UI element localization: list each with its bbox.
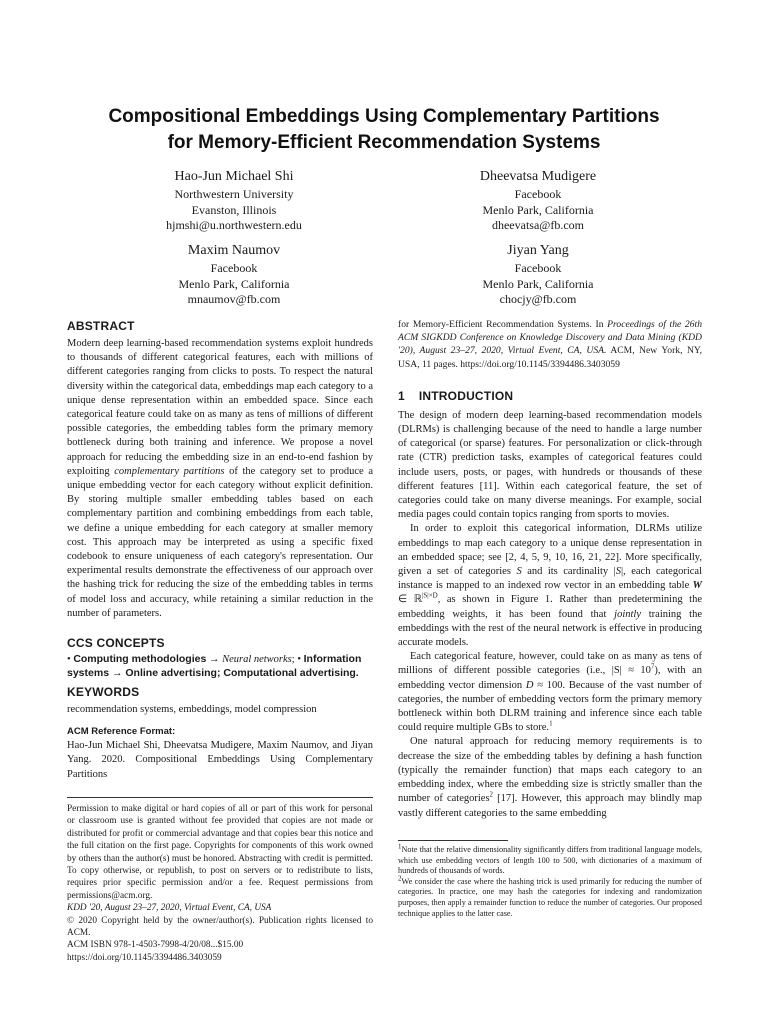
acm-ref-part: ACM, New York, NY, USA, 11 pages. https://doi.org/10.1145/3394486.3403059 [398,345,702,370]
keywords-heading: KEYWORDS [67,685,140,700]
permission-text: Permission to make digital or hard copies of all or part of this work for personal or classroom use is granted without fee provided that copies are not made or distributed for profit or commercial advantage and that copies bear this notice and the full citation on the first page. Copyrights for components of this work owned by others than the author(s) must be honored. Abstracting with credit is permitted. To copy otherwise, or republish, to post on servers or to redistribute to lists, requires prior specific permission and/or a fee. Request permissions from permissions@acm.org. [67,804,373,901]
author-email: dheevatsa@fb.com [491,218,584,232]
venue-text: KDD '20, August 23–27, 2020, Virtual Event, CA, USA [67,903,272,914]
math-superscript: 7 [650,662,655,671]
author-name: Jiyan Yang [507,243,569,258]
footnote-text: We consider the case where the hashing trick is used primarily for reducing the number of categories. In practice, one may hash the categories for indexing and randomization purposes, then apply a remainder function to reduce the number of categories. Our proposed technique applies to the latter case. [398,876,702,918]
permission-block [67,797,373,964]
footnote-1 [398,842,702,877]
author-block-1 [84,167,384,234]
intro-paragraph-4 [398,735,702,820]
author-location: Evanston, Illinois [191,202,277,217]
author-email: mnaumov@fb.com [187,292,281,306]
footnote-mark: 1 [549,719,553,728]
acm-ref-text: Hao-Jun Michael Shi, Dheevatsa Mudigere, Maxim Naumov, and Jiyan Yang. 2020. Compositional Embeddings Using Complementary Partitions [67,740,373,780]
author-block-3 [84,241,384,308]
title-line-1: Compositional Embeddings Using Complementary Partitions [108,106,660,127]
text-part: ), with an embedding vector dimension [398,665,702,691]
ccs-concepts: • Computing methodologies → Neural networks; • Information systems → Online advertising; Computational advertising. [67,653,362,679]
text-part: [17]. However, this approach may blindly map vastly different categories to the same embedding [398,793,702,819]
author-location: Menlo Park, California [178,276,290,291]
right-column [398,318,702,821]
permission-rule [67,797,373,798]
ccs-item: Computing methodologies [73,653,207,666]
author-name: Maxim Naumov [187,243,281,258]
author-name: Dheevatsa Mudigere [479,169,597,184]
footnote-mark: 1 [398,842,402,851]
paper-title [40,104,728,156]
math-text: ∈ ℝ [398,594,423,606]
text-part: , as shown in Figure 1. Rather than predetermining the embedding weights, it has been found that [398,594,702,620]
intro-heading [398,388,702,404]
section-number: 1 [398,388,405,403]
text-part: |, each categorical instance is mapped to an indexed row vector in an embedding table [398,566,702,592]
intro-paragraph-2 [398,522,702,650]
author-block-4 [388,241,688,308]
ccs-heading: CCS CONCEPTS [67,636,165,651]
author-name: Hao-Jun Michael Shi [174,169,294,184]
abstract-heading: ABSTRACT [67,319,135,333]
author-email: chocjy@fb.com [499,292,577,306]
acm-ref-continued [398,318,702,371]
left-column [67,318,373,782]
text-part: In order to exploit this categorical information, DLRMs utilize embeddings to map each category to a unique dense representation in an embedded space; see [2, 4, 5, 9, 10, 16, 21, 22]. More specifically, given a set of categories [398,523,702,578]
footnotes-block [398,840,702,919]
intro-paragraph-1: The design of modern deep learning-based recommendation models (DLRMs) is challenging because of the need to handle a large number of categorical (or sparse) features. For personalization or click-through rate (CTR) prediction tasks, examples of categorical features could include users, posts, or pages, with hundreds or thousands of these different features [11]. Within each categorical feature, the set of categories could take on many diverse meanings. For example, social media pages could contain topics ranging from sports to movies. [398,409,702,521]
footnote-rule [398,840,508,841]
footnote-text: Note that the relative dimensionality significantly differs from traditional language models, which use embedding vectors of length 100 to 500, with dictionaries of a maximum of hundreds of thousands of words. [398,845,702,876]
footnote-mark: 2 [489,790,494,799]
section-title: INTRODUCTION [418,388,514,403]
title-line-2: for Memory-Efficient Recommendation Systems [167,132,601,153]
intro-paragraph-3 [398,650,702,735]
math-superscript: |S|×D [422,591,438,600]
math-symbol: W [692,580,702,592]
math-symbol: S [516,566,522,578]
author-affiliation: Facebook [210,261,258,275]
abstract-text-part: Modern deep learning-based recommendation systems exploit hundreds to thousands of different categorical features, each with millions of different categories ranging from clicks to posts. To respect the natural diversity within the categorical data, embeddings map each category to a unique dense representation within an embedded space. Since each categorical feature could take on as many as tens of millions of different possible categories, the embedding tables form the primary memory bottleneck during both training and inference. We propose a novel approach for reducing the embedding size in an end-to-end fashion by exploiting [67,338,373,477]
copyright-text: © 2020 Copyright held by the owner/author(s). Publication rights licensed to ACM. [67,915,373,939]
footnote-mark: 2 [398,874,402,883]
author-affiliation: Northwestern University [174,187,294,201]
text-part: training the embeddings with the rest of the neural network is effective in producing accurate models. [398,608,703,649]
acm-ref-venue: Proceedings of the 26th ACM SIGKDD Conference on Knowledge Discovery and Data Mining (KDD '20), August 23–27, 2020, Virtual Event, CA, USA. [398,319,702,357]
footnote-2 [398,874,702,919]
author-location: Menlo Park, California [482,276,594,291]
ccs-bullet: • [297,654,302,666]
ccs-bullet: • [67,654,71,666]
author-affiliation: Facebook [514,187,562,201]
keywords-text: recommendation systems, embeddings, model compression [67,704,317,716]
author-block-2 [388,167,688,234]
emphasis: jointly [614,608,641,620]
author-email: hjmshi@u.northwestern.edu [166,218,302,232]
abstract-text-part: of the category set to produce a unique embedding vector for each category without explicit definition. By storing multiple smaller embedding tables based on each complementary partition and combining embeddings from each table, we define a unique embedding for each category at smaller memory cost. This approach may be interpreted as using a specific fixed codebook to ensure uniqueness of each category's representation. Our experimental results demonstrate the effectiveness of our approach over the hashing trick for reducing the size of the embedding tables in terms of model loss and accuracy, while retaining a similar reduction in the number of parameters. [67,465,374,619]
text-part: ≈ 100. Because of the vast number of categories, the number of embedding vectors form the primary memory bottleneck within both DLRM training and inference since each table could require multiple GBs to store. [398,679,703,734]
math-symbol: D [525,679,534,691]
abstract-text [67,337,373,621]
acm-ref-heading: ACM Reference Format: [67,726,176,738]
ccs-item-sub: Neural networks [222,654,292,666]
abstract-emphasis: complementary partitions [114,465,225,477]
acm-ref-part: for Memory-Efficient Recommendation Systems. In [398,319,604,330]
author-location: Menlo Park, California [482,202,594,217]
text-part: and its cardinality | [527,566,616,578]
math-symbol: S [615,566,621,578]
author-affiliation: Facebook [514,261,562,275]
text-part: Each categorical feature, however, could take on as many as tens of millions of different possible categories (i.e., |S| ≈ 10 [398,651,702,677]
ccs-arrow: → [208,654,220,666]
isbn-text: ACM ISBN 978-1-4503-7998-4/20/08...$15.00 [67,940,244,951]
text-part: One natural approach for reducing memory requirements is to decrease the size of the embedding tables by defining a hash function (typically the remainder function) that maps each category to an embedding index, where the embedding size is strictly smaller than the number of categories [398,736,702,805]
ccs-item: Information systems → Online advertising; Computational advertising. [67,653,362,679]
doi-text: https://doi.org/10.1145/3394486.3403059 [67,952,222,963]
